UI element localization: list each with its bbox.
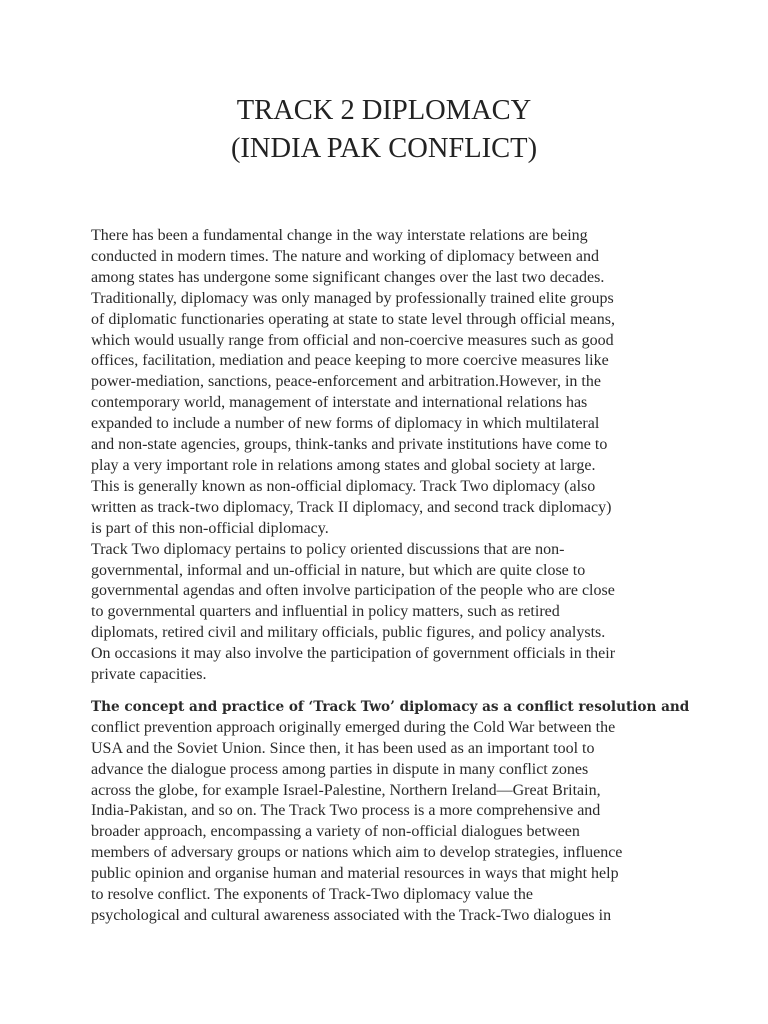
paragraph-line: governmental, informal and un-official in nature, but which are quite close to	[91, 561, 586, 579]
paragraph-line: Traditionally, diplomacy was only managed by professionally trained elite groups	[91, 289, 614, 307]
paragraph-line: diplomats, retired civil and military officials, public figures, and policy analysts.	[91, 624, 606, 642]
paragraph-line: and non-state agencies, groups, think-tanks and private institutions have come to	[91, 436, 608, 454]
paragraph-line: across the globe, for example Israel-Palestine, Northern Ireland—Great Britain,	[91, 781, 601, 799]
paragraph-line: public opinion and organise human and material resources in ways that might help	[91, 865, 619, 883]
paragraph-3	[91, 697, 691, 927]
paragraph-line: members of adversary groups or nations which aim to develop strategies, influence	[91, 844, 623, 862]
paragraph-line: There has been a fundamental change in the way interstate relations are being	[91, 227, 588, 244]
paragraph-line: On occasions it may also involve the participation of government officials in their	[91, 645, 616, 663]
paragraph-line: private capacities.	[91, 666, 207, 684]
paragraph-line: power-mediation, sanctions, peace-enforcement and arbitration.However, in the	[91, 373, 601, 391]
paragraph-line: among states has undergone some significant changes over the last two decades.	[91, 268, 605, 286]
paragraph-line: governmental agendas and often involve participation of the people who are close	[91, 582, 615, 600]
paragraph-line: to governmental quarters and influential in policy matters, such as retired	[91, 603, 560, 621]
paragraph-line: which would usually range from official and non-coercive measures such as good	[91, 331, 614, 349]
paragraph-2	[91, 540, 691, 686]
paragraph-line: of diplomatic functionaries operating at state to state level through official means,	[91, 310, 615, 328]
paragraph-line: psychological and cultural awareness associated with the Track-Two dialogues in	[91, 907, 612, 924]
paragraph-gap	[91, 686, 691, 697]
paragraph-1	[91, 226, 691, 540]
document-body	[91, 226, 691, 927]
document-title	[0, 92, 768, 168]
paragraph-line: India-Pakistan, and so on. The Track Two process is a more comprehensive and	[91, 802, 601, 820]
paragraph-line: expanded to include a number of new forms of diplomacy in which multilateral	[91, 415, 600, 433]
paragraph-line: written as track-two diplomacy, Track II diplomacy, and second track diplomacy)	[91, 498, 612, 516]
paragraph-line: conducted in modern times. The nature and working of diplomacy between and	[91, 247, 599, 265]
paragraph-line: to resolve conflict. The exponents of Track-Two diplomacy value the	[91, 886, 534, 904]
title-line-1: TRACK 2 DIPLOMACY	[236, 95, 532, 126]
paragraph-line: offices, facilitation, mediation and peace keeping to more coercive measures like	[91, 352, 609, 370]
paragraph-line: broader approach, encompassing a variety of non-official dialogues between	[91, 823, 580, 841]
paragraph-bold-line: The concept and practice of ‘Track Two’ diplomacy as a conflict resolution and	[91, 698, 690, 715]
paragraph-line: Track Two diplomacy pertains to policy oriented discussions that are non-	[91, 540, 565, 558]
paragraph-line: play a very important role in relations among states and global society at large.	[91, 456, 596, 474]
paragraph-line: advance the dialogue process among parties in dispute in many conflict zones	[91, 760, 589, 778]
paragraph-line: conflict prevention approach originally emerged during the Cold War between the	[91, 718, 616, 736]
paragraph-line: contemporary world, management of interstate and international relations has	[91, 394, 588, 412]
title-line-2: (INDIA PAK CONFLICT)	[230, 133, 538, 164]
paragraph-line: USA and the Soviet Union. Since then, it has been used as an important tool to	[91, 739, 595, 757]
paragraph-line: This is generally known as non-official diplomacy. Track Two diplomacy (also	[91, 477, 596, 495]
paragraph-line: is part of this non-official diplomacy.	[91, 519, 329, 537]
